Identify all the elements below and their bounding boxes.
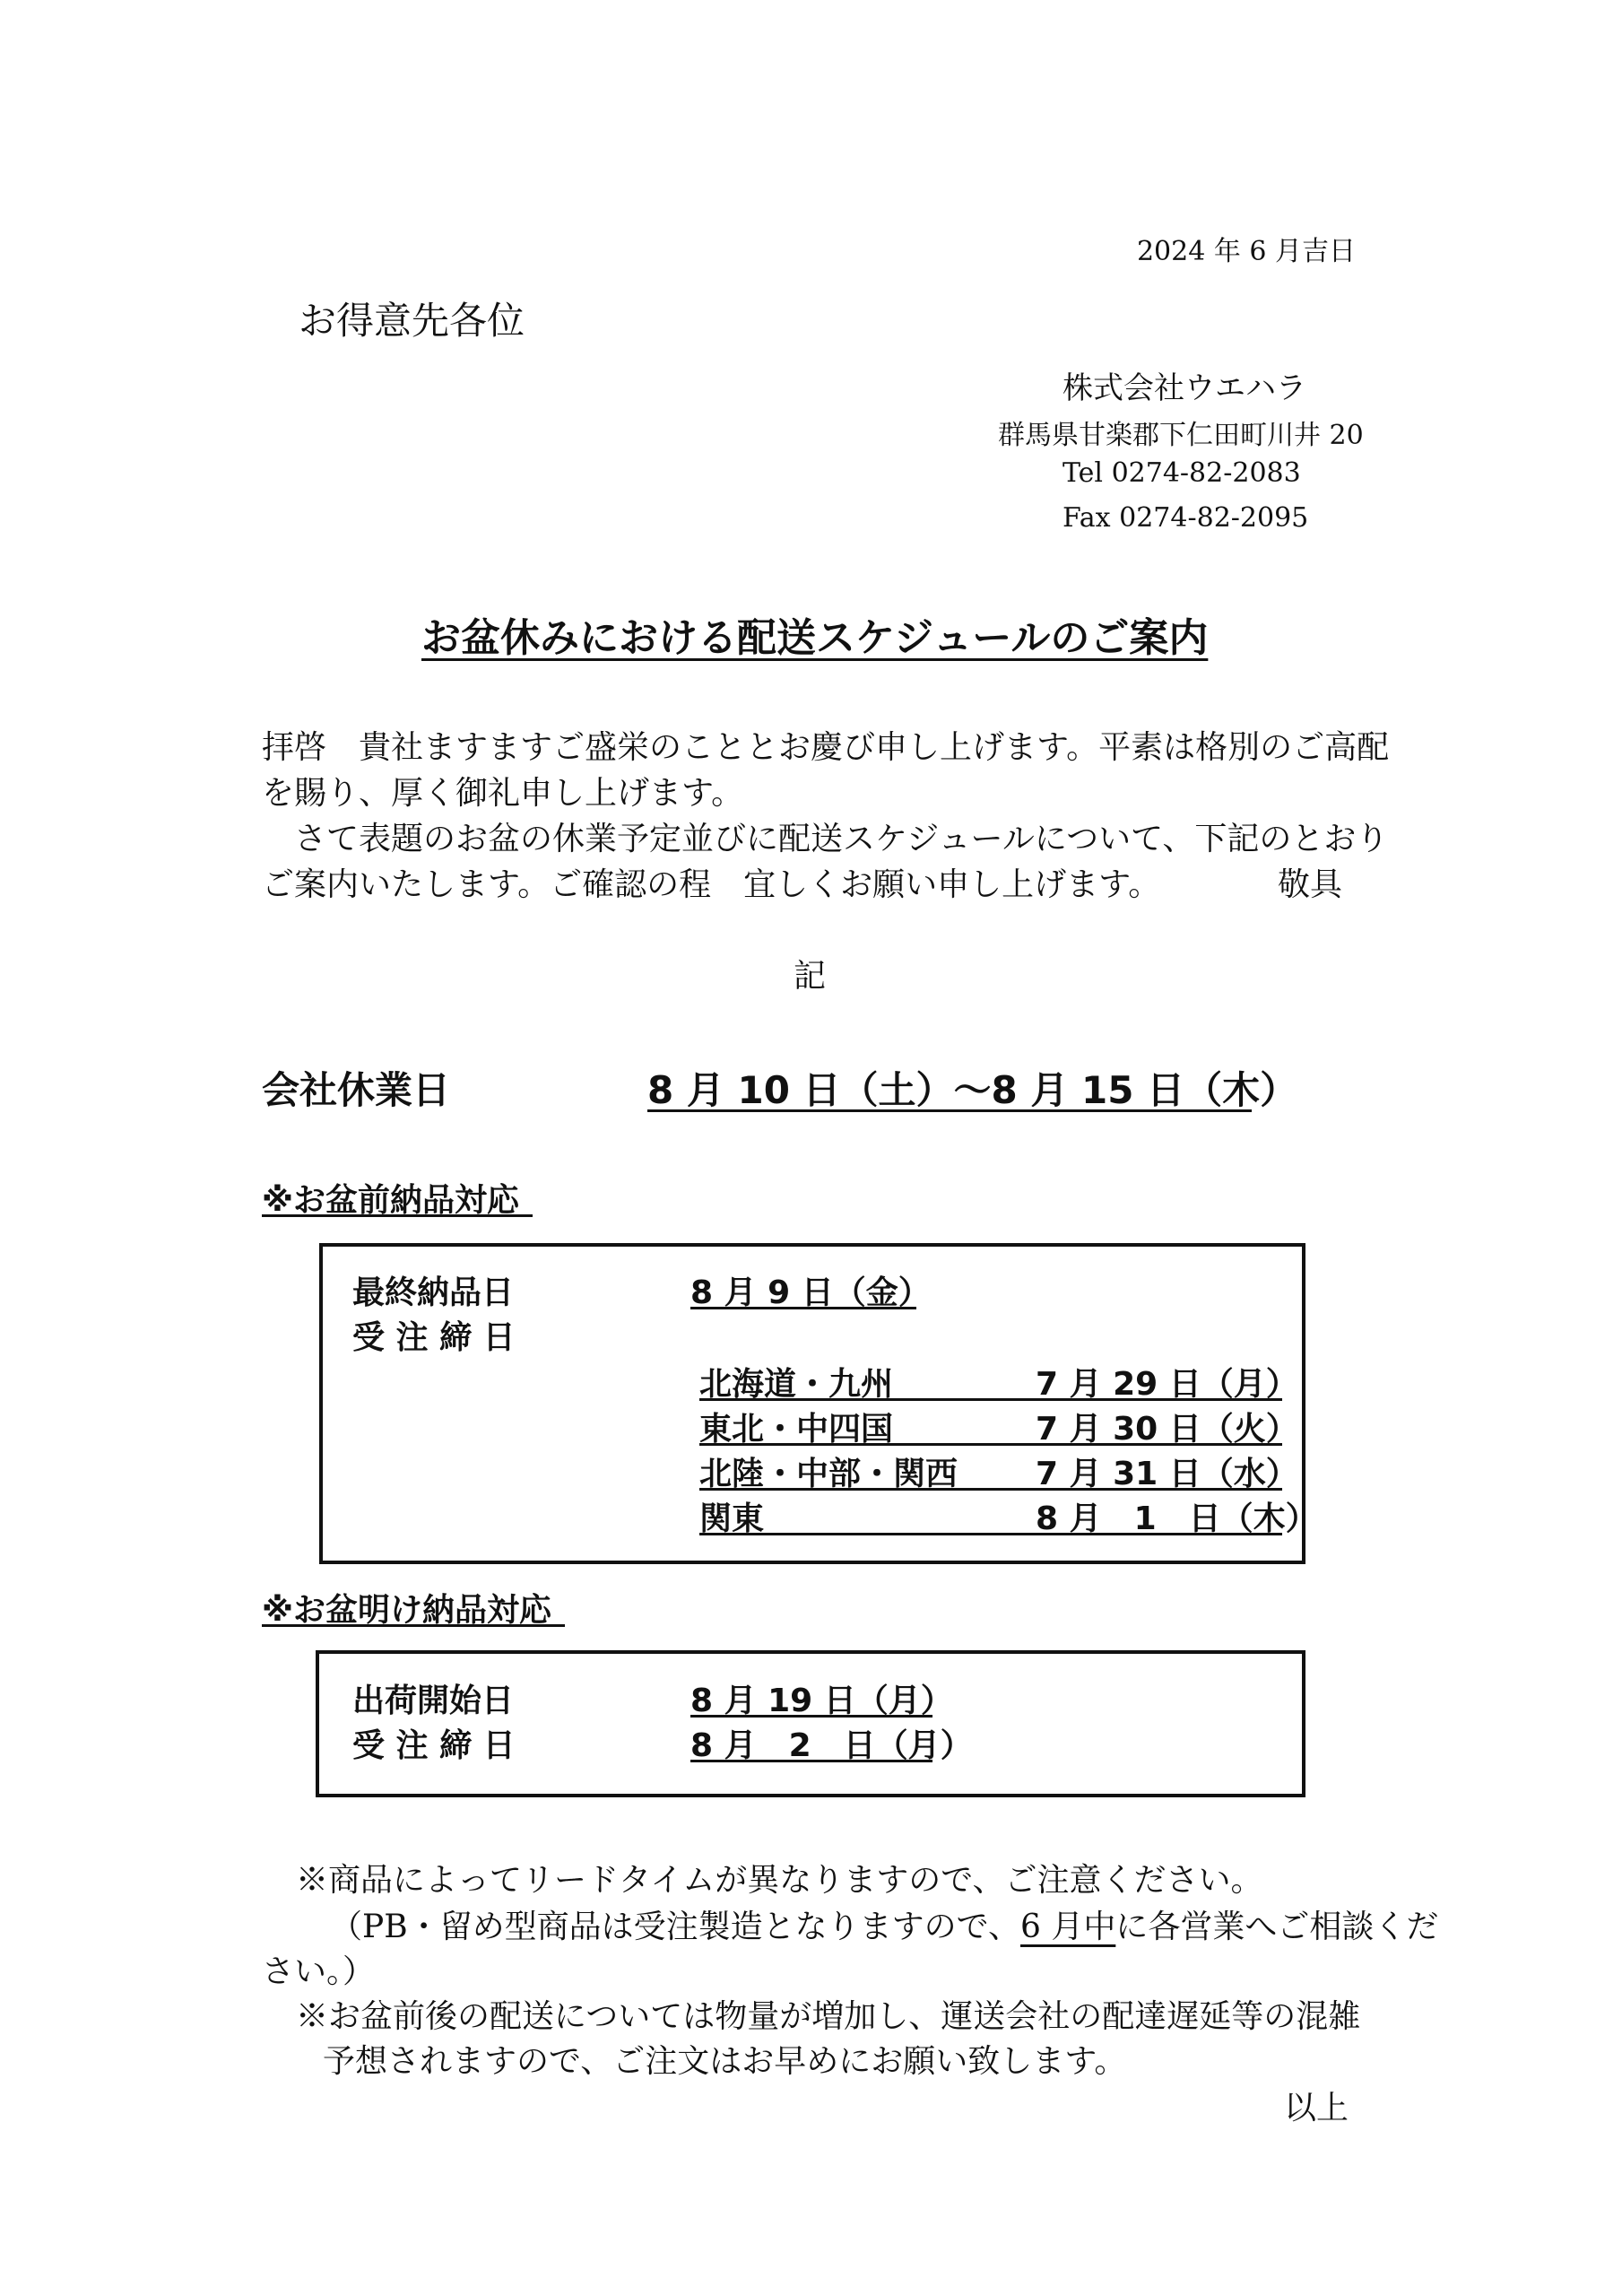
- closing-ijou: 以上: [1284, 2090, 1349, 2126]
- note-pb-cont: さい。）: [262, 1953, 376, 1990]
- before-heading: ※お盆前納品対応: [262, 1175, 533, 1217]
- page-title: お盆休みにおける配送スケジュールのご案内: [421, 615, 1209, 661]
- closing-keigu: 敬具: [1278, 866, 1343, 903]
- note-lead-time: ※商品によってリードタイムが異なりますので、ご注意ください。: [296, 1862, 1263, 1899]
- after-heading: ※お盆明け納品対応: [262, 1585, 565, 1627]
- note-pb-part1: （PB・留め型商品は受注製造となりますので、: [330, 1909, 1020, 1945]
- final-delivery-label: 最終納品日: [352, 1274, 515, 1311]
- region-row: [699, 1448, 1298, 1492]
- note-pb-emphasis: 6 月中: [1019, 1909, 1116, 1945]
- sender-address: 群馬県甘楽郡下仁田町川井 20: [998, 420, 1364, 451]
- body-line-4: ご案内いたします。ご確認の程 宜しくお願い申し上げます。: [262, 866, 1161, 903]
- region-row: [699, 1493, 1318, 1537]
- sender-fax: Fax 0274-82-2095: [1063, 502, 1309, 534]
- after-deadline-value: 8 月 2 日（月）: [690, 1720, 932, 1762]
- body-line-3: さて表題のお盆の休業予定並びに配送スケジュールについて、下記のとおり: [262, 821, 1389, 857]
- note-pb: [330, 1901, 1438, 1947]
- order-deadline-label: 受 注 締 日: [352, 1319, 516, 1356]
- body-line-1: 拝啓 貴社ますますご盛栄のこととお慶び申し上げます。平素は格別のご高配: [262, 729, 1390, 766]
- region-name: 北海道・九州: [699, 1366, 894, 1403]
- sender-company: 株式会社ウエハラ: [1063, 370, 1306, 406]
- body-line-2: を賜り、厚く御礼申し上げます。: [262, 775, 744, 812]
- note-delivery-1: ※お盆前後の配送については物量が増加し、運送会社の配達遅延等の混雑: [296, 1998, 1361, 2035]
- region-row: [699, 1359, 1298, 1403]
- sender-tel: Tel 0274-82-2083: [1063, 457, 1301, 489]
- ship-start-value: 8 月 19 日（月）: [690, 1675, 932, 1718]
- region-name: 関東: [699, 1500, 765, 1537]
- note-delivery-2: 予想されますので、ご注文はお早めにお願い致します。: [323, 2043, 1127, 2080]
- note-pb-part2: に各営業へご相談くだ: [1115, 1909, 1439, 1945]
- holiday-value: 8 月 10 日（土）～8 月 15 日（木）: [647, 1061, 1252, 1112]
- region-date: 7 月 29 日（月）: [1036, 1366, 1298, 1403]
- final-delivery-value: 8 月 9 日（金）: [690, 1267, 916, 1309]
- recipient: お得意先各位: [299, 299, 525, 343]
- region-date: 7 月 30 日（火）: [1036, 1411, 1298, 1448]
- region-name: 北陸・中部・関西: [699, 1456, 958, 1492]
- ship-start-label: 出荷開始日: [352, 1683, 515, 1719]
- region-name: 東北・中四国: [699, 1411, 894, 1448]
- holiday-label: 会社休業日: [262, 1068, 451, 1112]
- region-date: 8 月 1 日（木）: [1036, 1500, 1318, 1537]
- region-row: [699, 1404, 1298, 1448]
- after-deadline-label: 受 注 締 日: [352, 1727, 516, 1764]
- region-date: 7 月 31 日（水）: [1036, 1456, 1298, 1492]
- ki-mark: 記: [794, 958, 827, 995]
- issue-date: 2024 年 6 月吉日: [1136, 236, 1356, 267]
